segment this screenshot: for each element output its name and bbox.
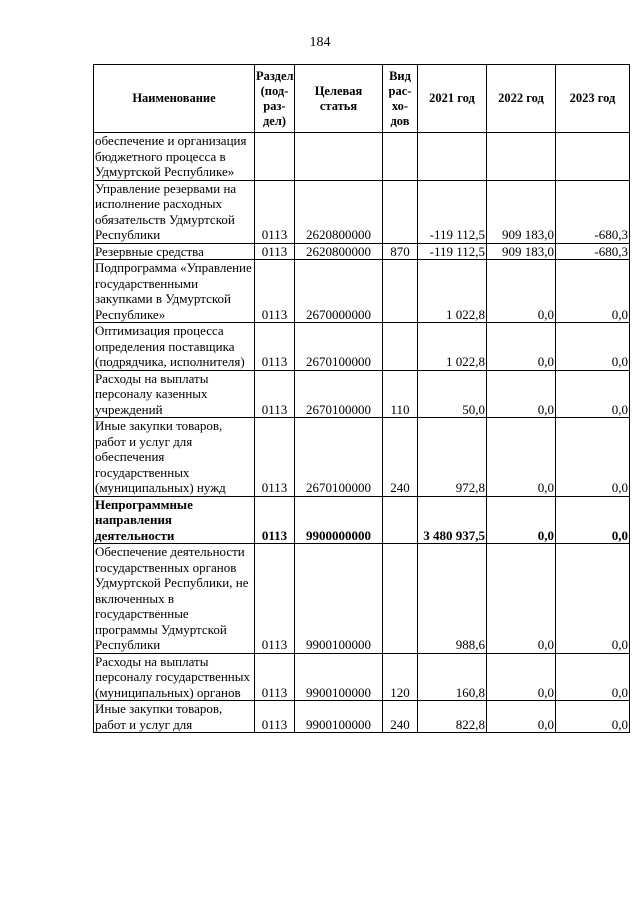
header-section: Раздел (под-раз-дел) bbox=[255, 65, 295, 133]
cell-section: 0113 bbox=[255, 653, 295, 701]
cell-target: 2670000000 bbox=[295, 260, 383, 323]
cell-2023: 0,0 bbox=[556, 496, 630, 544]
table-row bbox=[94, 653, 630, 701]
header-row bbox=[94, 65, 630, 133]
cell-2022: 0,0 bbox=[487, 701, 556, 733]
table-row bbox=[94, 133, 630, 181]
cell-2023: 0,0 bbox=[556, 260, 630, 323]
cell-2022: 0,0 bbox=[487, 653, 556, 701]
cell-target: 9900100000 bbox=[295, 701, 383, 733]
table-row bbox=[94, 370, 630, 418]
cell-expense-type: 240 bbox=[383, 701, 418, 733]
cell-section: 0113 bbox=[255, 418, 295, 497]
cell-target: 2620800000 bbox=[295, 180, 383, 243]
cell-2023 bbox=[556, 133, 630, 181]
cell-target: 2670100000 bbox=[295, 418, 383, 497]
header-2023: 2023 год bbox=[556, 65, 630, 133]
cell-target bbox=[295, 133, 383, 181]
page-number: 184 bbox=[309, 35, 331, 50]
cell-2021: 1 022,8 bbox=[418, 323, 487, 371]
cell-2022 bbox=[487, 133, 556, 181]
cell-2022: 909 183,0 bbox=[487, 243, 556, 260]
table-row bbox=[94, 243, 630, 260]
cell-name: Оптимизация процесса определения поставщика (подрядчика, исполнителя) bbox=[94, 323, 255, 371]
cell-expense-type: 110 bbox=[383, 370, 418, 418]
cell-2023: -680,3 bbox=[556, 243, 630, 260]
cell-expense-type bbox=[383, 496, 418, 544]
table-row bbox=[94, 544, 630, 654]
cell-2021: 50,0 bbox=[418, 370, 487, 418]
cell-section bbox=[255, 133, 295, 181]
cell-name: Иные закупки товаров, работ и услуг для bbox=[94, 701, 255, 733]
header-2021: 2021 год bbox=[418, 65, 487, 133]
header-2022: 2022 год bbox=[487, 65, 556, 133]
table-row bbox=[94, 496, 630, 544]
cell-2022: 0,0 bbox=[487, 418, 556, 497]
cell-2021: 988,6 bbox=[418, 544, 487, 654]
budget-table bbox=[93, 64, 630, 733]
cell-2022: 0,0 bbox=[487, 260, 556, 323]
cell-expense-type bbox=[383, 260, 418, 323]
cell-section: 0113 bbox=[255, 544, 295, 654]
cell-target: 9900100000 bbox=[295, 653, 383, 701]
cell-2023: 0,0 bbox=[556, 418, 630, 497]
table-row bbox=[94, 180, 630, 243]
cell-2021: 822,8 bbox=[418, 701, 487, 733]
cell-section: 0113 bbox=[255, 496, 295, 544]
cell-2022: 0,0 bbox=[487, 323, 556, 371]
cell-section: 0113 bbox=[255, 260, 295, 323]
cell-2022: 0,0 bbox=[487, 496, 556, 544]
cell-name: обеспечение и организация бюджетного процесса в Удмуртской Республике» bbox=[94, 133, 255, 181]
cell-expense-type bbox=[383, 180, 418, 243]
cell-2021: 3 480 937,5 bbox=[418, 496, 487, 544]
cell-target: 9900000000 bbox=[295, 496, 383, 544]
header-expense-type: Вид рас-хо-дов bbox=[383, 65, 418, 133]
cell-2021: -119 112,5 bbox=[418, 180, 487, 243]
cell-2023: 0,0 bbox=[556, 323, 630, 371]
cell-target: 2670100000 bbox=[295, 323, 383, 371]
table-row bbox=[94, 260, 630, 323]
cell-target: 2620800000 bbox=[295, 243, 383, 260]
cell-name: Управление резервами на исполнение расходных обязательств Удмуртской Республики bbox=[94, 180, 255, 243]
cell-expense-type: 120 bbox=[383, 653, 418, 701]
cell-2023: 0,0 bbox=[556, 653, 630, 701]
cell-section: 0113 bbox=[255, 370, 295, 418]
cell-name: Расходы на выплаты персоналу казенных учреждений bbox=[94, 370, 255, 418]
cell-expense-type: 240 bbox=[383, 418, 418, 497]
table-row bbox=[94, 418, 630, 497]
cell-target: 9900100000 bbox=[295, 544, 383, 654]
cell-section: 0113 bbox=[255, 243, 295, 260]
cell-target: 2670100000 bbox=[295, 370, 383, 418]
cell-2021: -119 112,5 bbox=[418, 243, 487, 260]
cell-2023: 0,0 bbox=[556, 701, 630, 733]
cell-name: Непрограммные направления деятельности bbox=[94, 496, 255, 544]
cell-2021: 1 022,8 bbox=[418, 260, 487, 323]
table-body bbox=[94, 133, 630, 733]
cell-2023: 0,0 bbox=[556, 544, 630, 654]
cell-section: 0113 bbox=[255, 701, 295, 733]
header-name: Наименование bbox=[94, 65, 255, 133]
cell-expense-type: 870 bbox=[383, 243, 418, 260]
cell-expense-type bbox=[383, 323, 418, 371]
cell-2021 bbox=[418, 133, 487, 181]
table-row bbox=[94, 323, 630, 371]
cell-2022: 0,0 bbox=[487, 370, 556, 418]
cell-name: Резервные средства bbox=[94, 243, 255, 260]
cell-name: Расходы на выплаты персоналу государственных (муниципальных) органов bbox=[94, 653, 255, 701]
cell-expense-type bbox=[383, 133, 418, 181]
cell-2023: 0,0 bbox=[556, 370, 630, 418]
cell-2021: 972,8 bbox=[418, 418, 487, 497]
cell-name: Иные закупки товаров, работ и услуг для обеспечения государственных (муниципальных) нужд bbox=[94, 418, 255, 497]
cell-section: 0113 bbox=[255, 180, 295, 243]
cell-2022: 909 183,0 bbox=[487, 180, 556, 243]
header-target: Целевая статья bbox=[295, 65, 383, 133]
cell-expense-type bbox=[383, 544, 418, 654]
table-row bbox=[94, 701, 630, 733]
cell-2023: -680,3 bbox=[556, 180, 630, 243]
cell-name: Подпрограмма «Управление государственными закупками в Удмуртской Республике» bbox=[94, 260, 255, 323]
cell-name: Обеспечение деятельности государственных органов Удмуртской Республики, не включенных в государственные программы Удмуртской Республики bbox=[94, 544, 255, 654]
cell-2022: 0,0 bbox=[487, 544, 556, 654]
cell-section: 0113 bbox=[255, 323, 295, 371]
cell-2021: 160,8 bbox=[418, 653, 487, 701]
